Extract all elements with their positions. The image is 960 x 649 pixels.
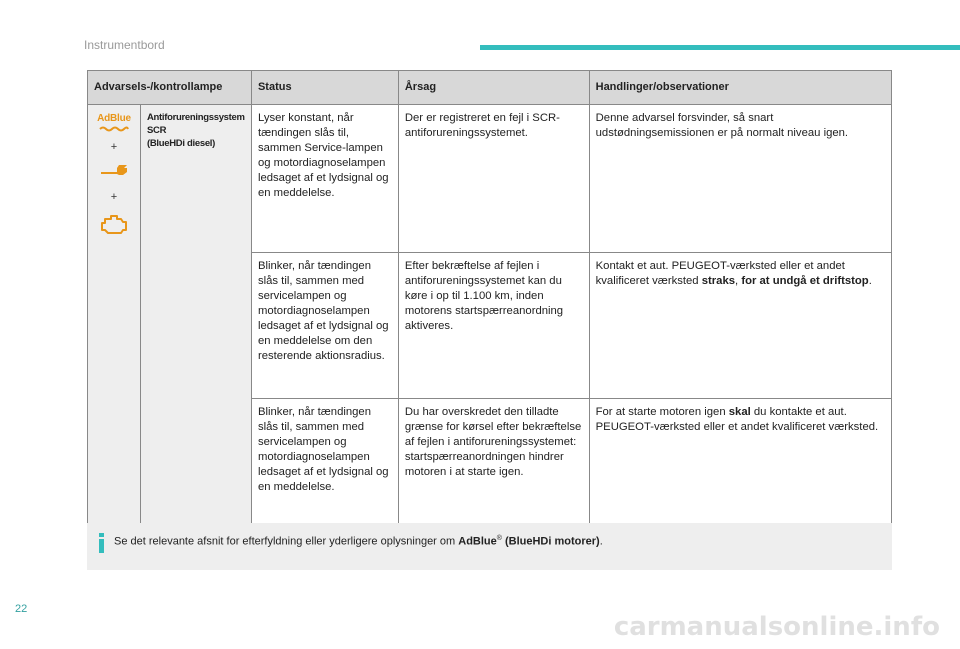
- info-icon: [97, 533, 107, 556]
- lamp-name-cell: [140, 105, 251, 531]
- plus-sign: +: [110, 141, 118, 153]
- column-header-action: Handlinger/observationer: [589, 71, 891, 105]
- action-cell: Denne advarsel forsvinder, så snart udstødningsemissionen er på normalt niveau igen.: [589, 105, 891, 253]
- column-header-status: Status: [251, 71, 398, 105]
- lamp-name-line: (BlueHDi diesel): [146, 138, 216, 149]
- emphasis-text: for at undgå et driftstop: [741, 275, 869, 287]
- lamp-name-line: SCR: [146, 125, 167, 136]
- wrench-icon: [99, 163, 129, 182]
- watermark: carmanualsonline.info: [613, 612, 940, 642]
- emphasis-text: straks: [701, 275, 736, 287]
- cause-cell: Der er registreret en fejl i SCR-antiforureningssystemet.: [398, 105, 589, 253]
- note-text: Se det relevante afsnit for efterfyldning eller yderligere oplysninger om AdBlue® (BlueHDi motorer).: [114, 535, 603, 548]
- table-row: [88, 105, 892, 253]
- adblue-icon: AdBlue: [97, 111, 131, 132]
- emphasis-text: skal: [728, 406, 751, 418]
- cause-cell: Efter bekræftelse af fejlen i antiforureningssystemet kan du køre i op til 1.100 km, inden motorens startspærreanordning aktiveres.: [398, 253, 589, 399]
- plus-sign: +: [110, 191, 118, 203]
- page-number: 22: [15, 603, 28, 615]
- lamp-icons-cell: [88, 105, 141, 531]
- info-note: [87, 523, 892, 570]
- status-cell: Blinker, når tændingen slås til, sammen med servicelampen og motordiagnoselampen ledsaget af et lydsignal og en meddelelse.: [251, 399, 398, 531]
- warning-lamp-table: [87, 70, 892, 531]
- status-cell: Lyser konstant, når tændingen slås til, sammen Service-lampen og motordiagnoselampen ledsaget af et lydsignal og en meddelelse.: [251, 105, 398, 253]
- table-header-row: [88, 71, 892, 105]
- column-header-lamp: Advarsels-/kontrollampe: [88, 71, 252, 105]
- action-cell: Kontakt et aut. PEUGEOT-værksted eller et andet kvalificeret værksted straks, for at undgå et driftstop.: [589, 253, 891, 399]
- section-title: Instrumentbord: [84, 38, 165, 52]
- cause-cell: Du har overskredet den tilladte grænse for kørsel efter bekræftelse af fejlen i antiforureningssystemet: startspærreanordningen hindrer motoren i at starte igen.: [398, 399, 589, 531]
- accent-bar: [480, 45, 960, 50]
- column-header-cause: Årsag: [398, 71, 589, 105]
- status-cell: Blinker, når tændingen slås til, sammen med servicelampen og motordiagnoselampen ledsaget af et lydsignal og en meddelelse om den resterende aktionsradius.: [251, 253, 398, 399]
- action-cell: For at starte motoren igen skal du kontakte et aut. PEUGEOT-værksted eller et andet kvalificeret værksted.: [589, 399, 891, 531]
- engine-icon: [99, 213, 129, 242]
- lamp-name-line: Antiforureningssystem: [146, 112, 245, 123]
